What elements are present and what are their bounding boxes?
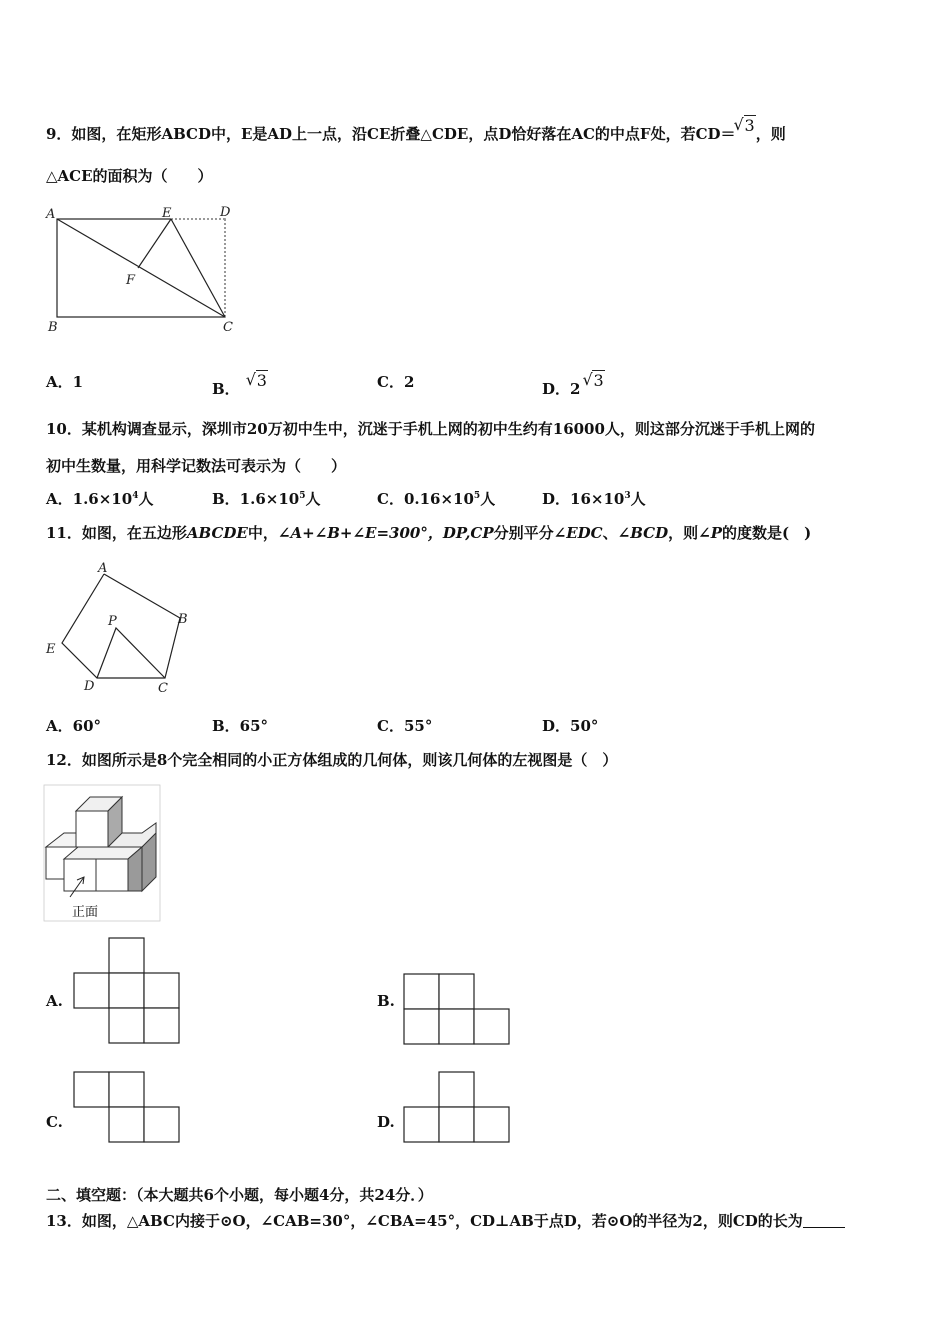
label-B: B [48,320,58,335]
label-C: C [158,681,168,696]
q11-option-a[interactable]: A．60° [46,717,102,735]
q12-option-d-label[interactable]: D. [377,1113,395,1131]
q10-option-b[interactable]: B．$1.6\times 10^5$人 [212,490,321,508]
q9-line2: △ACE的面积为（ ） [46,167,213,185]
q11-option-c[interactable]: C．55° [377,717,433,735]
label-E: E [46,642,56,657]
q12-option-a-figure[interactable] [72,938,184,1048]
q9-option-a[interactable]: A．1 [46,373,84,391]
q12-option-c-label[interactable]: C. [46,1113,63,1131]
front-label: 正面 [72,905,99,920]
answer-blank[interactable] [803,1213,845,1228]
q12-option-c-figure[interactable] [72,1070,184,1145]
label-A: A [98,561,108,576]
q10-option-c[interactable]: C．$0.16\times 10^5$人 [377,490,496,508]
q9-option-d[interactable]: D．2√ 3 [542,371,605,399]
label-D: D [84,679,95,694]
label-D: D [220,205,231,220]
q9-option-b[interactable]: B．√ 3 [212,371,268,399]
q10-option-a[interactable]: A．$1.6\times 10^4$人 [46,490,154,508]
sqrt-3: √ 3 [736,116,756,135]
label-A: A [46,207,56,222]
label-C: C [223,320,233,335]
q11-figure [40,558,200,698]
label-P: P [108,614,117,629]
q10-line2: 初中生数量，用科学记数法可表示为（ ） [46,457,347,475]
label-E: E [162,206,172,221]
q9-option-c[interactable]: C．2 [377,373,415,391]
q11-line: 11．如图，在五边形ABCDE中，∠A+∠B+∠E=300°，DP,CP分别平分∠EDC、∠BCD，则∠P的度数是( ) [46,524,812,542]
label-F: F [126,273,136,288]
q13-line: 13．如图，△ABC内接于⊙O，∠CAB=30°，∠CBA=45°，CD⊥AB于点D，若⊙O的半径为2，则CD的长为 [46,1210,845,1231]
q10-option-d[interactable]: D．$16\times 10^3$人 [542,490,646,508]
q9-line1: 9．如图，在矩形ABCD中，E是AD上一点，沿CE折叠△CDE，点D恰好落在AC的中点F处，若CD＝√ 3，则 [46,116,786,144]
label-B: B [178,612,188,627]
q11-option-b[interactable]: B．65° [212,717,269,735]
section-2-title: 二、填空题：（本大题共6个小题，每小题4分，共24分．） [46,1186,433,1204]
q10-line1: 10．某机构调查显示，深圳市20万初中生中，沉迷于手机上网的初中生约有16000人，则这部分沉迷于手机上网的 [46,420,815,438]
q12-option-a-label[interactable]: A. [46,992,63,1010]
q12-line: 12．如图所示是8个完全相同的小正方体组成的几何体，则该几何体的左视图是（ ） [46,751,618,769]
q12-solid-figure [44,785,162,923]
q12-option-b-label[interactable]: B. [377,992,395,1010]
q9-figure [40,200,250,340]
q12-option-d-figure[interactable] [402,1070,514,1145]
q11-option-d[interactable]: D．50° [542,717,599,735]
q12-option-b-figure[interactable] [402,972,514,1047]
